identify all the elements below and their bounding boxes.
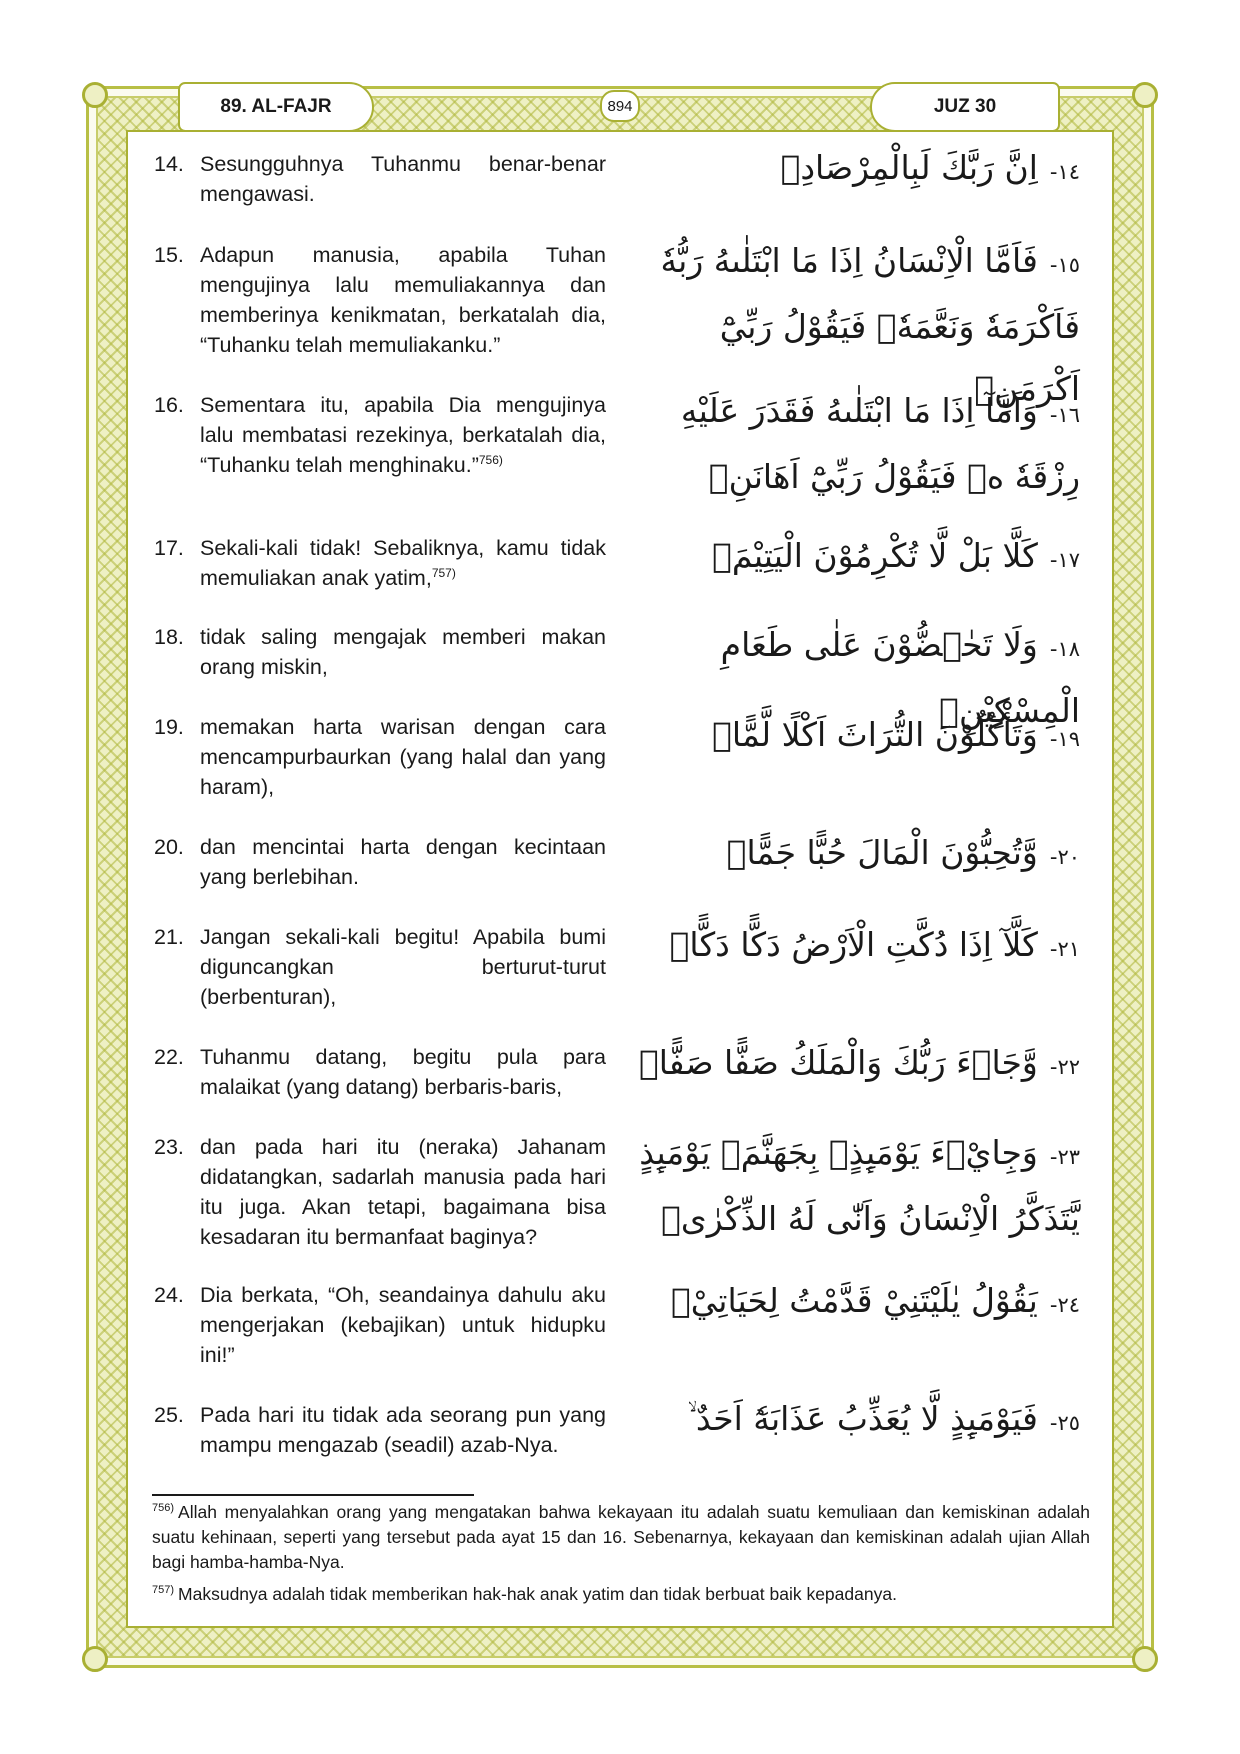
arabic-verse-number: ١٨-: [1049, 637, 1080, 661]
verse-number: 17.: [154, 536, 184, 560]
arabic-verse-number: ٢٢-: [1049, 1055, 1080, 1079]
arabic-verse: وَلَا تَحٰۤضُّوْنَ عَلٰى طَعَامِ الْمِسْكِيْنِۙ: [720, 625, 1080, 730]
arabic-verse: وَّجَاۤءَ رَبُّكَ وَالْمَلَكُ صَفًّا صَفًّاۚ: [638, 1043, 1038, 1082]
translation-text: Dia berkata, “Oh, seandainya dahulu aku mengerjakan (kebajikan) untuk hidupku ini!”: [200, 1283, 606, 1367]
arabic-text: [620, 822, 1080, 888]
verse-translation: [150, 622, 606, 682]
verse-translation: [150, 390, 606, 480]
surah-title: 89. AL-FAJR: [178, 82, 374, 132]
verse-translation: [150, 1042, 606, 1102]
footnote-757: [152, 1582, 1090, 1607]
verse-number: 21.: [154, 925, 184, 949]
arabic-verse-number: ١٥-: [1049, 253, 1080, 277]
arabic-verse-number: ٢٠-: [1049, 845, 1080, 869]
translation-text: tidak saling mengajak memberi makan orang miskin,: [200, 625, 606, 679]
footnote-text: Allah menyalahkan orang yang mengatakan bahwa kekayaan itu adalah suatu kemuliaan dan kemiskinan adalah suatu kehinaan, seperti yang tersebut pada ayat 15 dan 16. Sebenarnya, kekayaan dan kemiskinan adalah ujian Allah bagi hamba-hamba-Nya.: [152, 1502, 1090, 1572]
juz-label: JUZ 30: [870, 82, 1060, 132]
arabic-verse: وَاَمَّآ اِذَا مَا ابْتَلٰىهُ فَقَدَرَ عَلَيْهِ رِزْقَهٗ ەۙ فَيَقُوْلُ رَبِّيْٓ اَهَانَنِۚ: [680, 391, 1080, 496]
translation-text: dan mencintai harta dengan kecintaan yang berlebihan.: [200, 835, 606, 889]
footnote-mark: 757): [152, 1584, 175, 1597]
arabic-text: [620, 137, 1080, 203]
translation-text: dan pada hari itu (neraka) Jahanam didatangkan, sadarlah manusia pada hari itu juga. Akan tetapi, bagaimana bisa kesadaran itu bermanfaat baginya?: [200, 1135, 606, 1249]
verse-number: 15.: [154, 243, 184, 267]
verse-translation: [150, 1132, 606, 1252]
arabic-verse: وَتَأْكُلُوْنَ التُّرَاثَ اَكْلًا لَّمًّاۙ: [712, 715, 1038, 754]
translation-text: Jangan sekali-kali begitu! Apabila bumi diguncangkan berturut-turut (berbenturan),: [200, 925, 606, 1009]
arabic-verse-number: ١٩-: [1049, 727, 1080, 751]
arabic-verse-number: ١٤-: [1049, 160, 1080, 184]
translation-text: Pada hari itu tidak ada seorang pun yang mampu mengazab (seadil) azab-Nya.: [200, 1403, 606, 1457]
arabic-verse-number: ١٧-: [1049, 548, 1080, 572]
translation-text: Sekali-kali tidak! Sebaliknya, kamu tidak memuliakan anak yatim,: [200, 536, 606, 590]
verse-translation: [150, 533, 606, 593]
arabic-text: [620, 380, 1080, 508]
arabic-text: [620, 704, 1080, 770]
arabic-verse-number: ٢٣-: [1049, 1145, 1080, 1169]
page-number: 894: [600, 90, 640, 122]
footnote-ref: 756): [478, 452, 503, 467]
verse-number: 16.: [154, 393, 184, 417]
arabic-verse-number: ٢٤-: [1049, 1293, 1080, 1317]
translation-text: Tuhanmu datang, begitu pula para malaikat (yang datang) berbaris-baris,: [200, 1045, 606, 1099]
verse-translation: [150, 240, 606, 360]
footnote-text: Maksudnya adalah tidak memberikan hak-hak anak yatim dan tidak berbuat baik kepadanya.: [178, 1584, 897, 1604]
translation-text: Sementara itu, apabila Dia mengujinya lalu membatasi rezekinya, berkatalah dia, “Tuhanku telah menghinaku.”: [200, 393, 606, 477]
verse-number: 18.: [154, 625, 184, 649]
arabic-verse: اِنَّ رَبَّكَ لَبِالْمِرْصَادِۗ: [780, 148, 1038, 187]
footnote-756: [152, 1500, 1090, 1575]
verse-translation: [150, 832, 606, 892]
verse-translation: [150, 1400, 606, 1460]
corner-ornament-icon: [82, 1646, 108, 1672]
translation-text: Adapun manusia, apabila Tuhan mengujinya lalu memuliakannya dan memberinya kenikmatan, berkatalah dia, “Tuhanku telah memuliakanku.”: [200, 243, 606, 357]
arabic-verse: يَقُوْلُ يٰلَيْتَنِيْ قَدَّمْتُ لِحَيَاتِيْۚ: [670, 1281, 1038, 1320]
corner-ornament-icon: [82, 82, 108, 108]
verse-translation: [150, 712, 606, 802]
arabic-verse-number: ٢١-: [1049, 937, 1080, 961]
arabic-text: [620, 1270, 1080, 1336]
arabic-text: [620, 1032, 1080, 1098]
arabic-verse: وَجِايْۤءَ يَوْمَىِٕذٍۢ بِجَهَنَّمَۙ يَوْمَىِٕذٍ يَّتَذَكَّرُ الْاِنْسَانُ وَاَنّٰى لَهُ الذِّكْرٰىۗ: [639, 1133, 1080, 1238]
translation-text: Sesungguhnya Tuhanmu benar-benar mengawasi.: [200, 152, 606, 206]
footnote-mark: 756): [152, 1502, 175, 1515]
footnote-divider: [152, 1494, 474, 1496]
verse-number: 19.: [154, 715, 184, 739]
arabic-verse: وَّتُحِبُّوْنَ الْمَالَ حُبًّا جَمًّاۗ: [726, 833, 1038, 872]
verse-number: 25.: [154, 1403, 184, 1427]
arabic-verse-number: ٢٥-: [1049, 1411, 1080, 1435]
arabic-verse: فَيَوْمَىِٕذٍ لَّا يُعَذِّبُ عَذَابَهٗٓ اَحَدٌ ۙ: [687, 1399, 1038, 1438]
verse-translation: [150, 1280, 606, 1370]
arabic-text: [620, 1388, 1080, 1454]
verse-number: 20.: [154, 835, 184, 859]
verse-number: 14.: [154, 152, 184, 176]
arabic-text: [620, 914, 1080, 980]
arabic-text: [620, 1122, 1080, 1250]
verse-number: 24.: [154, 1283, 184, 1307]
arabic-verse-number: ١٦-: [1049, 403, 1080, 427]
corner-ornament-icon: [1132, 1646, 1158, 1672]
footnote-ref: 757): [431, 565, 456, 580]
verse-number: 23.: [154, 1135, 184, 1159]
verse-translation: [150, 149, 606, 209]
arabic-verse: كَلَّآ اِذَا دُكَّتِ الْاَرْضُ دَكًّا دَكًّاۙ: [669, 925, 1038, 964]
arabic-text: [620, 525, 1080, 591]
arabic-verse: كَلَّا بَلْ لَّا تُكْرِمُوْنَ الْيَتِيْمَۙ: [712, 536, 1038, 575]
verse-translation: [150, 922, 606, 1012]
arabic-verse: فَاَمَّا الْاِنْسَانُ اِذَا مَا ابْتَلٰىهُ رَبُّهٗ فَاَكْرَمَهٗ وَنَعَّمَهٗۙ فَيَقُوْلُ رَبِّيْٓ اَكْرَمَنِۗ: [660, 241, 1080, 408]
corner-ornament-icon: [1132, 82, 1158, 108]
translation-text: memakan harta warisan dengan cara mencampurbaurkan (yang halal dan yang haram),: [200, 715, 606, 799]
verse-number: 22.: [154, 1045, 184, 1069]
